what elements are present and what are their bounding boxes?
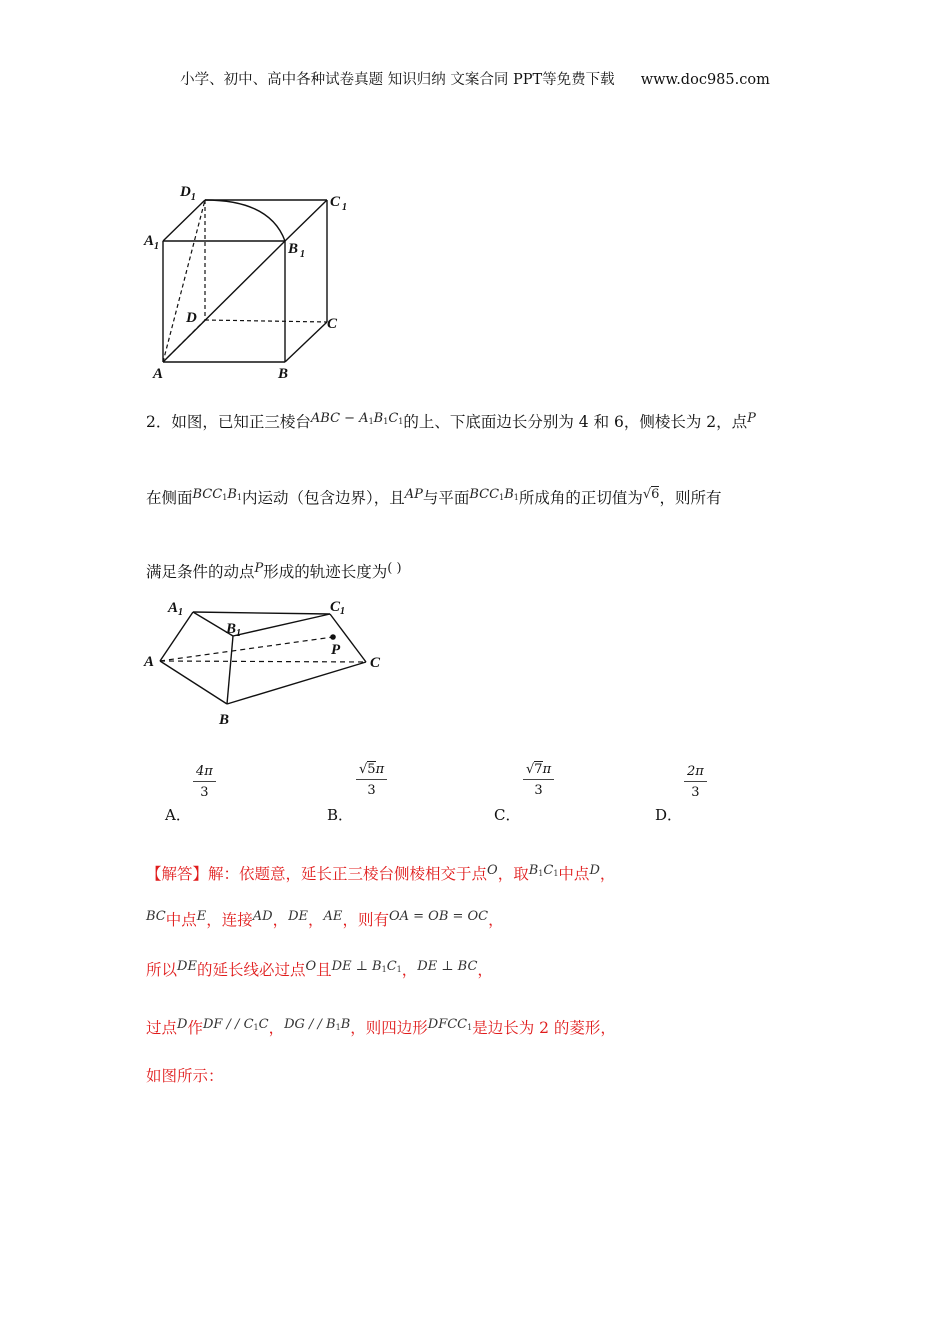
cube-figure	[140, 180, 370, 385]
solution-line-1: 【解答】解：依题意，延长正三棱台侧棱相交于点$^O$，取$^{B_1C_1}$中点$^D$，	[146, 863, 616, 883]
option-c[interactable]: C．	[494, 806, 521, 824]
option-b-value: $\frac{√5\pi}{3}$	[356, 762, 387, 798]
sqrt-six: √6	[642, 487, 660, 502]
edge-ad1	[163, 200, 205, 362]
option-a[interactable]: A．	[165, 806, 191, 824]
solution-line-2: $^{BC}$中点$^E$，连接$^{AD}$，$^{DE}$，$^{AE}$，则有$^{OA = OB = OC}$，	[146, 909, 504, 929]
edge-ad	[163, 320, 205, 362]
page-header	[0, 68, 950, 89]
label-c1: C $_1$	[330, 194, 348, 213]
plane-bcc1b1: BCC1B1	[469, 487, 519, 502]
arc-d1b1	[205, 200, 285, 241]
label-a: A	[153, 366, 164, 382]
frustum-figure	[140, 595, 390, 730]
solution-line-5: 如图所示：	[146, 1067, 224, 1085]
edge-ab	[160, 661, 227, 704]
edge-a1d1	[163, 200, 205, 241]
label-b: B	[219, 712, 230, 728]
question-number: 2．	[146, 413, 172, 431]
option-c-value: $\frac{√7\pi}{3}$	[523, 762, 554, 798]
option-d-value: $\frac{2\pi}{3}$	[684, 764, 707, 800]
edge-c1b1	[285, 200, 327, 241]
edge-a1c1	[193, 612, 330, 614]
header-url[interactable]: www.doc985.com	[640, 72, 770, 88]
edge-bc	[227, 662, 366, 704]
label-p: P	[331, 642, 341, 658]
label-b: B	[278, 366, 289, 382]
question-line-3: 满足条件的动点$^P$形成的轨迹长度为( )	[146, 561, 402, 581]
question-line-1: 2．如图，已知正三棱台$^{ABC - A_1B_1C_1}$的上、下底面边长分别为 4 和 6，侧棱长为 2，点$^P$	[146, 411, 756, 431]
label-c: C	[370, 655, 381, 671]
option-b[interactable]: B．	[327, 806, 354, 824]
label-b1: B $_1$	[288, 241, 306, 260]
edge-ac	[160, 661, 366, 662]
edge-b1c1	[233, 614, 330, 636]
solution-line-3: 所以$^{DE}$的延长线必过点$^O$且$^{DE \perp B_1C_1}$，$^{DE \perp BC}$，	[146, 959, 493, 979]
label-a1: $A_1$	[144, 233, 160, 252]
question-line-2: 在侧面$^{BCC_1B_1}$内运动（包含边界），且$^{AP}$与平面$^{BCC_1B_1}$所成角的正切值为$^{√6}$，则所有	[146, 487, 722, 507]
label-b1: $B_1$	[226, 621, 242, 639]
solution-tag: 【解答】	[146, 865, 209, 883]
edge-a1a	[160, 612, 193, 661]
frustum-name: ABC − A1B1C1	[310, 411, 404, 426]
label-a1: $A_1$	[168, 600, 184, 618]
edge-ab1	[163, 241, 285, 362]
label-a: A	[144, 654, 155, 670]
edge-dc	[205, 320, 327, 322]
face-bcc1b1: BCC1B1	[192, 487, 242, 502]
segment-ap	[160, 637, 333, 661]
option-d[interactable]: D．	[655, 806, 683, 824]
label-c: C	[327, 316, 338, 332]
label-d1: $D_1$	[180, 184, 196, 203]
point-p	[330, 634, 336, 640]
answer-blank: ( )	[387, 561, 402, 576]
label-d: D	[186, 310, 197, 326]
solution-line-4: 过点$^D$作$^{DF / / C_1C}$，$^{DG / / B_1B}$，则四边形$^{DFCC_1}$是边长为 2 的菱形，	[146, 1017, 616, 1037]
label-c1: $C_1$	[330, 599, 346, 617]
edge-bc	[285, 322, 327, 362]
edge-b1b	[227, 636, 233, 704]
option-a-value: $\frac{4\pi}{3}$	[193, 764, 216, 800]
header-text: 小学、初中、高中各种试卷真题 知识归纳 文案合同 PPT等免费下载	[180, 72, 615, 88]
